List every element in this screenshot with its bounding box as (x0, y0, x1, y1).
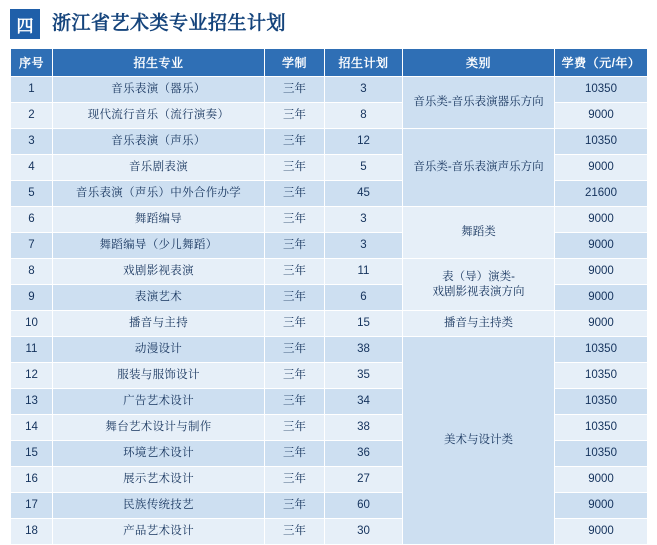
cell-category: 音乐类-音乐表演声乐方向 (403, 129, 555, 207)
cell-no: 10 (11, 311, 53, 337)
cell-no: 8 (11, 259, 53, 285)
cell-quota: 35 (325, 363, 403, 389)
cell-category: 舞蹈类 (403, 207, 555, 259)
cell-quota: 8 (325, 103, 403, 129)
cell-major: 舞蹈编导 (53, 207, 265, 233)
cell-quota: 45 (325, 181, 403, 207)
cell-major: 展示艺术设计 (53, 467, 265, 493)
cell-quota: 3 (325, 77, 403, 103)
cell-quota: 38 (325, 337, 403, 363)
column-header-no: 序号 (11, 49, 53, 77)
cell-major: 播音与主持 (53, 311, 265, 337)
cell-major: 音乐表演（器乐） (53, 77, 265, 103)
cell-fee: 9000 (555, 103, 648, 129)
table-row (11, 129, 648, 155)
cell-length: 三年 (265, 207, 325, 233)
cell-length: 三年 (265, 129, 325, 155)
cell-fee: 10350 (555, 129, 648, 155)
cell-category: 播音与主持类 (403, 311, 555, 337)
page-title: 浙江省艺术类专业招生计划 (52, 13, 287, 34)
cell-no: 16 (11, 467, 53, 493)
cell-category: 表（导）演类- 戏剧影视表演方向 (403, 259, 555, 311)
cell-fee: 9000 (555, 207, 648, 233)
cell-fee: 10350 (555, 415, 648, 441)
cell-length: 三年 (265, 363, 325, 389)
table-body (11, 77, 648, 545)
cell-length: 三年 (265, 389, 325, 415)
cell-major: 音乐剧表演 (53, 155, 265, 181)
cell-fee: 9000 (555, 493, 648, 519)
cell-no: 12 (11, 363, 53, 389)
cell-fee: 10350 (555, 441, 648, 467)
cell-major: 环境艺术设计 (53, 441, 265, 467)
cell-fee: 9000 (555, 155, 648, 181)
cell-length: 三年 (265, 311, 325, 337)
cell-no: 9 (11, 285, 53, 311)
cell-length: 三年 (265, 233, 325, 259)
cell-quota: 60 (325, 493, 403, 519)
cell-quota: 5 (325, 155, 403, 181)
cell-major: 音乐表演（声乐）中外合作办学 (53, 181, 265, 207)
cell-no: 17 (11, 493, 53, 519)
cell-no: 6 (11, 207, 53, 233)
cell-major: 民族传统技艺 (53, 493, 265, 519)
cell-major: 戏剧影视表演 (53, 259, 265, 285)
cell-no: 3 (11, 129, 53, 155)
cell-quota: 27 (325, 467, 403, 493)
cell-fee: 21600 (555, 181, 648, 207)
cell-length: 三年 (265, 415, 325, 441)
cell-major: 舞蹈编导（少儿舞蹈） (53, 233, 265, 259)
table-row (11, 311, 648, 337)
cell-category: 音乐类-音乐表演器乐方向 (403, 77, 555, 129)
cell-major: 服装与服饰设计 (53, 363, 265, 389)
cell-major: 动漫设计 (53, 337, 265, 363)
cell-length: 三年 (265, 493, 325, 519)
cell-quota: 11 (325, 259, 403, 285)
cell-length: 三年 (265, 181, 325, 207)
cell-length: 三年 (265, 337, 325, 363)
cell-no: 5 (11, 181, 53, 207)
cell-major: 现代流行音乐（流行演奏） (53, 103, 265, 129)
table-row (11, 207, 648, 233)
cell-fee: 10350 (555, 389, 648, 415)
cell-length: 三年 (265, 519, 325, 545)
cell-length: 三年 (265, 77, 325, 103)
cell-length: 三年 (265, 441, 325, 467)
page-header (0, 0, 657, 48)
cell-quota: 34 (325, 389, 403, 415)
cell-major: 产品艺术设计 (53, 519, 265, 545)
table-row (11, 259, 648, 285)
column-header-length: 学制 (265, 49, 325, 77)
cell-quota: 15 (325, 311, 403, 337)
cell-fee: 9000 (555, 519, 648, 545)
column-header-category: 类别 (403, 49, 555, 77)
cell-no: 15 (11, 441, 53, 467)
cell-no: 14 (11, 415, 53, 441)
table-header-row (11, 49, 648, 77)
cell-quota: 3 (325, 207, 403, 233)
cell-category: 美术与设计类 (403, 337, 555, 545)
cell-major: 舞台艺术设计与制作 (53, 415, 265, 441)
cell-fee: 9000 (555, 467, 648, 493)
cell-fee: 9000 (555, 285, 648, 311)
cell-length: 三年 (265, 259, 325, 285)
cell-fee: 10350 (555, 363, 648, 389)
section-number-badge: 四 (10, 9, 40, 39)
cell-no: 4 (11, 155, 53, 181)
table-container (0, 48, 657, 545)
cell-quota: 30 (325, 519, 403, 545)
table-header (11, 49, 648, 77)
column-header-major: 招生专业 (53, 49, 265, 77)
cell-fee: 9000 (555, 259, 648, 285)
cell-major: 表演艺术 (53, 285, 265, 311)
cell-no: 2 (11, 103, 53, 129)
cell-no: 11 (11, 337, 53, 363)
cell-length: 三年 (265, 155, 325, 181)
cell-fee: 10350 (555, 337, 648, 363)
cell-no: 18 (11, 519, 53, 545)
cell-no: 1 (11, 77, 53, 103)
cell-fee: 9000 (555, 311, 648, 337)
cell-fee: 9000 (555, 233, 648, 259)
table-row (11, 337, 648, 363)
cell-no: 7 (11, 233, 53, 259)
cell-quota: 38 (325, 415, 403, 441)
cell-no: 13 (11, 389, 53, 415)
cell-quota: 36 (325, 441, 403, 467)
cell-major: 广告艺术设计 (53, 389, 265, 415)
cell-quota: 3 (325, 233, 403, 259)
admission-plan-table (10, 48, 648, 545)
table-row (11, 77, 648, 103)
cell-length: 三年 (265, 103, 325, 129)
cell-fee: 10350 (555, 77, 648, 103)
cell-length: 三年 (265, 285, 325, 311)
cell-major: 音乐表演（声乐） (53, 129, 265, 155)
column-header-fee: 学费（元/年） (555, 49, 648, 77)
cell-length: 三年 (265, 467, 325, 493)
cell-quota: 6 (325, 285, 403, 311)
column-header-quota: 招生计划 (325, 49, 403, 77)
cell-quota: 12 (325, 129, 403, 155)
